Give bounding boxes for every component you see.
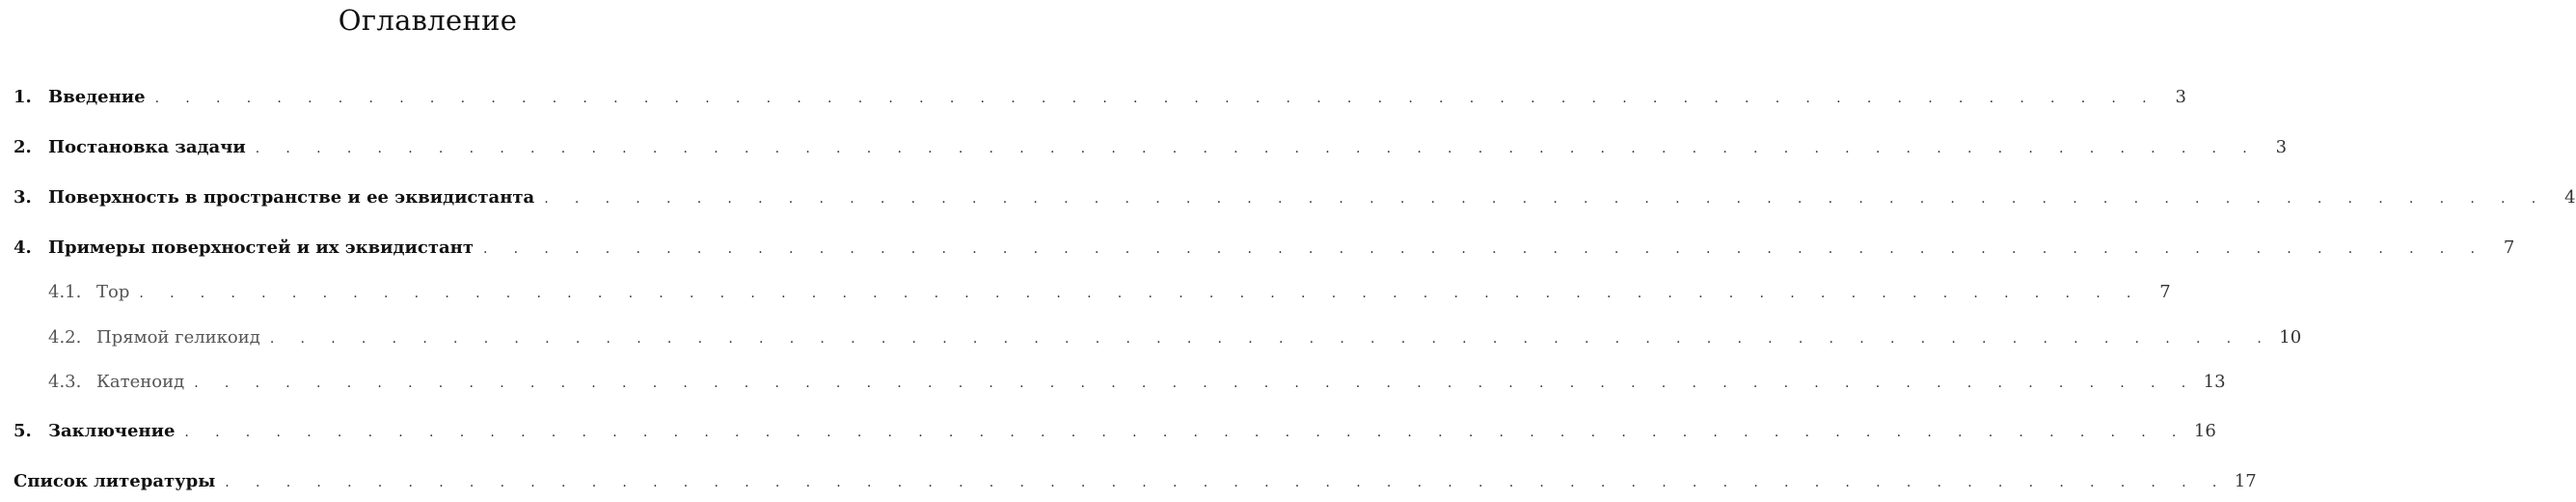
toc-entry-number: 5. bbox=[14, 421, 32, 441]
toc-entry-title: Введение bbox=[48, 87, 146, 107]
toc-entry-title: Прямой геликоид bbox=[96, 327, 260, 348]
toc-entry-surface-examples[interactable] bbox=[14, 234, 2515, 263]
toc-leader-dots: . . . . . . . . . . . . . . . . . . . . . . . . . . . . . . . . . . . . . . . . . . . . . . . . . . . . . . . . . . . . . . . . . . bbox=[139, 286, 2142, 301]
toc-entry-conclusion[interactable] bbox=[14, 417, 2216, 446]
toc-title: Оглавление bbox=[338, 4, 518, 37]
toc-entry-title: Список литературы bbox=[14, 471, 216, 491]
toc-leader-dots: . . . . . . . . . . . . . . . . . . . . . . . . . . . . . . . . . . . . . . . . . . . . . . . . . . . . . . . . . . . . . . . . . . bbox=[154, 91, 2157, 106]
toc-entry-page: 7 bbox=[2159, 282, 2171, 302]
toc-entry-number: 2. bbox=[14, 137, 32, 157]
toc-entry-page: 13 bbox=[2203, 372, 2226, 392]
toc-leader-dots: . . . . . . . . . . . . . . . . . . . . . . . . . . . . . . . . . . . . . . . . . . . . . . . . . . . . . . . . . . . . . . . . . . bbox=[255, 141, 2259, 156]
toc-entry-page: 7 bbox=[2503, 237, 2515, 258]
toc-entry-torus[interactable] bbox=[14, 278, 2171, 307]
toc-entry-introduction[interactable] bbox=[14, 83, 2186, 112]
toc-entry-surface-equidistant[interactable] bbox=[14, 183, 2576, 212]
toc-entry-references[interactable] bbox=[14, 467, 2257, 496]
toc-leader-dots: . . . . . . . . . . . . . . . . . . . . . . . . . . . . . . . . . . . . . . . . . . . . . . . . . . . . . . . . . . . . . . . . . . bbox=[194, 376, 2197, 391]
toc-entry-number: 4.1. bbox=[48, 282, 82, 302]
toc-leader-dots: . . . . . . . . . . . . . . . . . . . . . . . . . . . . . . . . . . . . . . . . . . . . . . . . . . . . . . . . . . . . . . . . . . bbox=[184, 425, 2187, 440]
toc-leader-dots: . . . . . . . . . . . . . . . . . . . . . . . . . . . . . . . . . . . . . . . . . . . . . . . . . . . . . . . . . . . . . . . . . . bbox=[482, 241, 2486, 257]
toc-entry-page: 3 bbox=[2275, 137, 2288, 157]
toc-entry-page: 10 bbox=[2279, 327, 2302, 348]
toc-entry-page: 16 bbox=[2193, 421, 2216, 441]
toc-leader-dots: . . . . . . . . . . . . . . . . . . . . . . . . . . . . . . . . . . . . . . . . . . . . . . . . . . . . . . . . . . . . . . . . . . bbox=[225, 475, 2228, 490]
toc-entry-right-helicoid[interactable] bbox=[14, 323, 2302, 352]
toc-entry-number: 4.2. bbox=[48, 327, 82, 348]
toc-entry-page: 17 bbox=[2234, 471, 2257, 491]
toc-entry-number: 4.3. bbox=[48, 372, 82, 392]
toc-leader-dots: . . . . . . . . . . . . . . . . . . . . . . . . . . . . . . . . . . . . . . . . . . . . . . . . . . . . . . . . . . . . . . . . . . bbox=[544, 191, 2547, 207]
toc-entry-number: 3. bbox=[14, 187, 32, 208]
toc-entry-number: 4. bbox=[14, 237, 32, 258]
toc-entry-number: 1. bbox=[14, 87, 32, 107]
toc-entry-page: 3 bbox=[2175, 87, 2186, 107]
toc-entry-page: 4 bbox=[2564, 187, 2576, 208]
toc-entry-title: Заключение bbox=[48, 421, 176, 441]
toc-entry-title: Катеноид bbox=[96, 372, 185, 392]
toc-entry-title: Тор bbox=[96, 282, 130, 302]
toc-leader-dots: . . . . . . . . . . . . . . . . . . . . . . . . . . . . . . . . . . . . . . . . . . . . . . . . . . . . . . . . . . . . . . . . . . bbox=[269, 331, 2273, 347]
toc-entry-title: Постановка задачи bbox=[48, 137, 246, 157]
toc-entry-problem-statement[interactable] bbox=[14, 133, 2288, 162]
toc-entry-catenoid[interactable] bbox=[14, 368, 2226, 397]
toc-entry-title: Примеры поверхностей и их эквидистант bbox=[48, 237, 474, 258]
toc-entry-title: Поверхность в пространстве и ее эквидистанта bbox=[48, 187, 535, 208]
